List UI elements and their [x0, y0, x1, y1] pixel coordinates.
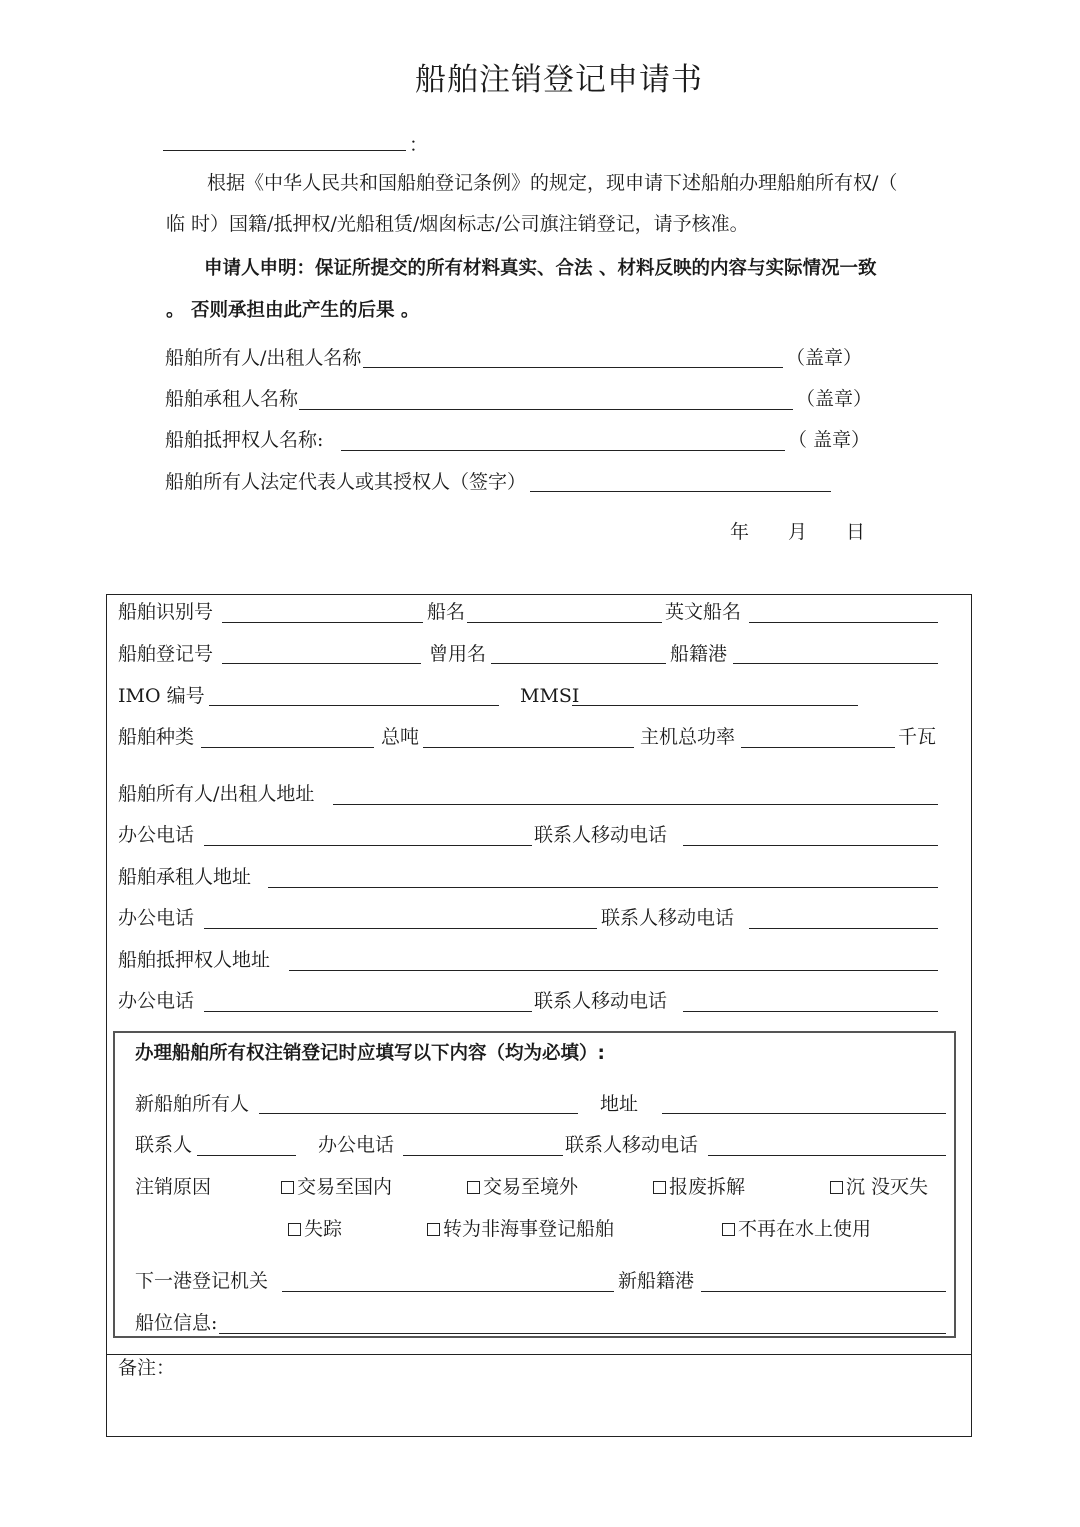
gross-tonnage-label: 总吨	[381, 726, 420, 748]
mortgagee-office-phone-field[interactable]	[204, 1011, 532, 1012]
date-month: 月	[788, 521, 808, 543]
ship-type-field[interactable]	[201, 747, 374, 748]
owner-contact-mobile-field[interactable]	[683, 845, 938, 846]
checkbox-icon[interactable]	[722, 1223, 735, 1236]
imo-field[interactable]	[209, 705, 499, 706]
charterer-contact-mobile-field[interactable]	[749, 928, 938, 929]
kw-unit: 千瓦	[898, 726, 937, 748]
new-office-phone-field[interactable]	[403, 1155, 563, 1156]
legal-rep-signature-field[interactable]	[530, 491, 831, 492]
checkbox-icon[interactable]	[653, 1181, 666, 1194]
new-owner-address-label: 地址	[600, 1093, 639, 1115]
former-name-label: 曾用名	[429, 643, 487, 665]
reason-option-scrapped[interactable]: 报废拆解	[653, 1175, 745, 1199]
charterer-name-field[interactable]	[299, 409, 793, 410]
owner-name-field[interactable]	[363, 367, 783, 368]
ship-id-label: 船舶识别号	[118, 601, 214, 623]
port-of-registry-field[interactable]	[733, 663, 938, 664]
new-owner-label: 新船舶所有人	[135, 1093, 250, 1115]
intro-line-2: 临 时）国籍/抵押权/光船租赁/烟囱标志/公司旗注销登记，请予核准。	[166, 213, 749, 235]
reg-no-label: 船舶登记号	[118, 643, 214, 665]
intro-line-1: 根据《中华人民共和国船舶登记条例》的规定，现申请下述船舶办理船舶所有权/（	[207, 172, 898, 194]
engine-power-field[interactable]	[741, 747, 895, 748]
mortgagee-address-field[interactable]	[289, 970, 938, 971]
ship-id-field[interactable]	[222, 622, 423, 623]
new-owner-address-field[interactable]	[662, 1113, 946, 1114]
new-contact-mobile-field[interactable]	[708, 1155, 946, 1156]
reg-no-field[interactable]	[222, 663, 421, 664]
imo-label: IMO 编号	[118, 685, 205, 707]
owner-address-field[interactable]	[333, 804, 938, 805]
mortgagee-name-field[interactable]	[341, 450, 785, 451]
declaration-line-1: 申请人申明：保证所提交的所有材料真实、合法 、材料反映的内容与实际情况一致	[204, 258, 877, 279]
new-port-field[interactable]	[701, 1291, 946, 1292]
owner-contact-mobile-label: 联系人移动电话	[534, 824, 668, 846]
english-name-label: 英文船名	[665, 601, 742, 623]
new-owner-field[interactable]	[259, 1113, 578, 1114]
mortgagee-address-label: 船舶抵押权人地址	[118, 949, 271, 971]
charterer-name-label: 船舶承租人名称	[165, 388, 299, 410]
charterer-contact-mobile-label: 联系人移动电话	[601, 907, 735, 929]
reason-option-domestic[interactable]: 交易至国内	[281, 1175, 392, 1199]
next-port-authority-label: 下一港登记机关	[135, 1270, 269, 1292]
charterer-office-phone-label: 办公电话	[118, 907, 195, 929]
checkbox-icon[interactable]	[281, 1181, 294, 1194]
mmsi-field[interactable]	[572, 705, 858, 706]
owner-name-label: 船舶所有人/出租人名称	[165, 347, 362, 369]
owner-office-phone-field[interactable]	[204, 845, 532, 846]
checkbox-icon[interactable]	[288, 1223, 301, 1236]
new-contact-label: 联系人	[135, 1134, 193, 1156]
charterer-seal-label: （盖章）	[796, 388, 873, 410]
mortgagee-name-label: 船舶抵押权人名称:	[165, 429, 324, 451]
english-name-field[interactable]	[749, 622, 938, 623]
ownership-heading: 办理船舶所有权注销登记时应填写以下内容（均为必填）:	[135, 1043, 605, 1064]
reason-option-missing[interactable]: 失踪	[288, 1217, 342, 1241]
mmsi-label: MMSI	[520, 685, 580, 707]
new-contact-field[interactable]	[197, 1155, 296, 1156]
charterer-office-phone-field[interactable]	[204, 928, 597, 929]
ship-name-field[interactable]	[467, 622, 662, 623]
new-office-phone-label: 办公电话	[318, 1134, 395, 1156]
owner-office-phone-label: 办公电话	[118, 824, 195, 846]
new-contact-mobile-label: 联系人移动电话	[565, 1134, 699, 1156]
owner-seal-label: （盖章）	[786, 347, 863, 369]
remarks-divider	[106, 1354, 972, 1355]
checkbox-icon[interactable]	[830, 1181, 843, 1194]
ship-type-label: 船舶种类	[118, 726, 195, 748]
remarks-label: 备注：	[118, 1357, 176, 1379]
ship-name-label: 船名	[427, 601, 466, 623]
remarks-field[interactable]	[108, 1384, 970, 1434]
date-day: 日	[846, 521, 866, 543]
addressee-colon: ：	[409, 134, 429, 156]
checkbox-icon[interactable]	[467, 1181, 480, 1194]
reason-option-not-on-water[interactable]: 不再在水上使用	[722, 1217, 871, 1241]
owner-address-label: 船舶所有人/出租人地址	[118, 783, 315, 805]
gross-tonnage-field[interactable]	[423, 747, 634, 748]
charterer-address-field[interactable]	[268, 887, 938, 888]
reason-option-sunk[interactable]: 沉 没灭失	[830, 1175, 928, 1199]
checkbox-icon[interactable]	[427, 1223, 440, 1236]
date-year: 年	[730, 521, 750, 543]
mortgagee-office-phone-label: 办公电话	[118, 990, 195, 1012]
charterer-address-label: 船舶承租人地址	[118, 866, 252, 888]
new-port-label: 新船籍港	[618, 1270, 695, 1292]
engine-power-label: 主机总功率	[640, 726, 736, 748]
declaration-line-2: 。 否则承担由此产生的后果 。	[166, 300, 420, 321]
reason-option-overseas[interactable]: 交易至境外	[467, 1175, 578, 1199]
mortgagee-seal-label: （ 盖章）	[788, 429, 871, 451]
next-port-authority-field[interactable]	[282, 1291, 614, 1292]
mortgagee-contact-mobile-label: 联系人移动电话	[534, 990, 668, 1012]
reason-label: 注销原因	[135, 1176, 212, 1198]
reason-option-non-maritime[interactable]: 转为非海事登记船舶	[427, 1217, 614, 1241]
port-of-registry-label: 船籍港	[670, 643, 728, 665]
former-name-field[interactable]	[491, 663, 666, 664]
mortgagee-contact-mobile-field[interactable]	[683, 1011, 938, 1012]
addressee-field[interactable]	[163, 150, 406, 151]
berth-info-field[interactable]	[219, 1333, 946, 1334]
legal-rep-label: 船舶所有人法定代表人或其授权人（签字）	[165, 471, 527, 493]
berth-info-label: 船位信息:	[135, 1312, 218, 1334]
page-title: 船舶注销登记申请书	[415, 62, 703, 98]
